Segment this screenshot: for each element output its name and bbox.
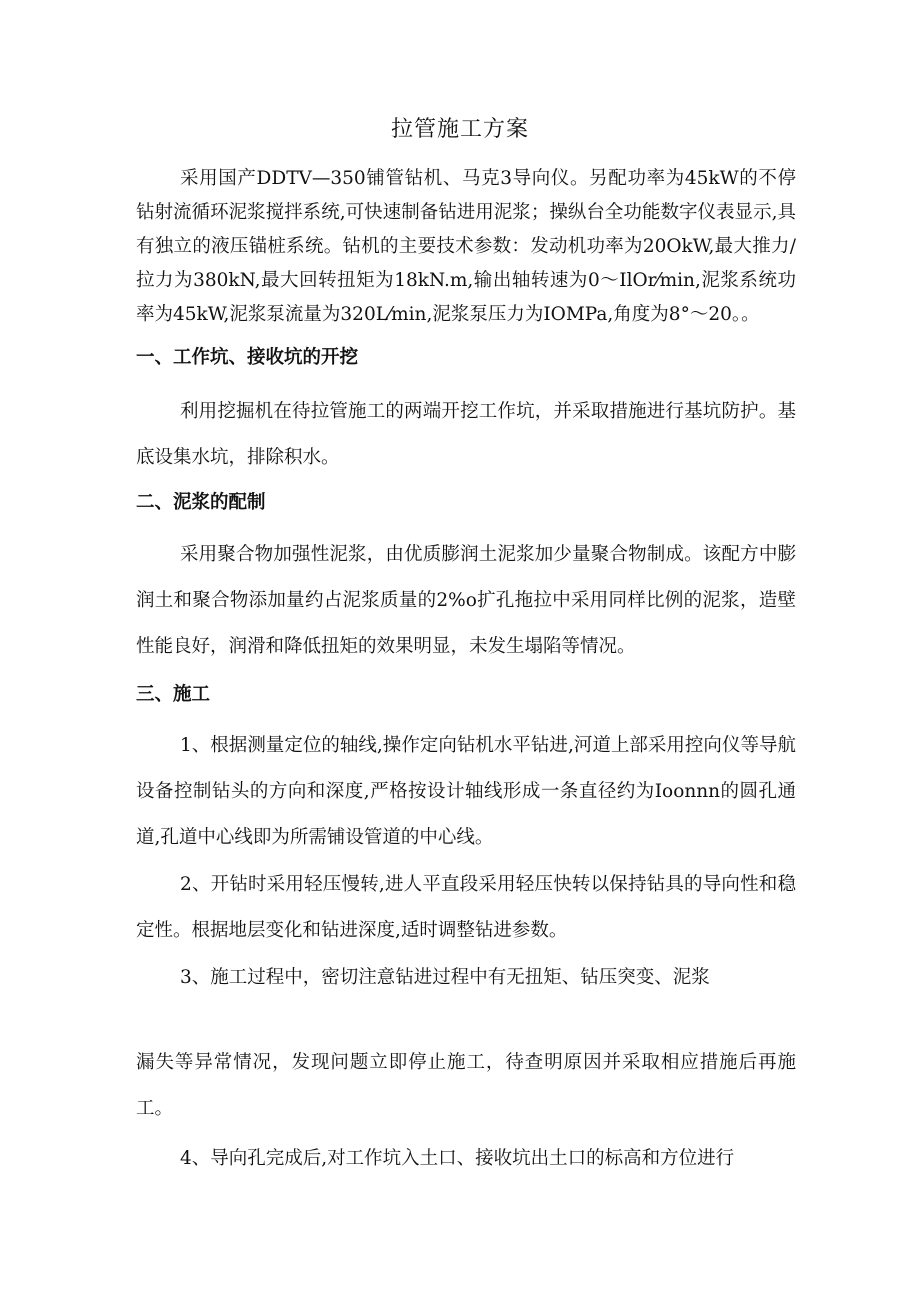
section-heading-3: 三、施工 [136,684,211,705]
section-3-item-3-continued: 漏失等异常情况，发现问题立即停止施工，待查明原因并采取相应措施后再施工。 [136,1052,796,1119]
section-3-item-1: 1、根据测量定位的轴线,操作定向钻机水平钻进,河道上部采用控向仪等导航设备控制钻头的方向和深度,严格按设计轴线形成一条直径约为Ioonnn的圆孔通道,孔道中心线即为所需铺设管道的中心线。 [136,735,796,848]
section-heading-1: 一、工作坑、接收坑的开挖 [136,347,359,368]
intro-paragraph: 采用国产DDTV—350铺管钻机、马克3导向仪。另配功率为45kW的不停钻射流循环泥浆搅拌系统,可快速制备钻进用泥浆；操纵台全功能数字仪表显示,具有独立的液压锚桩系统。钻机的主要技术参数：发动机功率为20OkW,最大推力/拉力为380kN,最大回转扭矩为18kN.m,输出轴转速为0～IlOr⁄min,泥浆系统功率为45kW,泥浆泵流量为320L⁄min,泥浆泵压力为IOMPa,角度为8°～20。。 [136,168,796,325]
section-3-item-2: 2、开钻时采用轻压慢转,进人平直段采用轻压快转以保持钻具的导向性和稳定性。根据地层变化和钻进深度,适时调整钻进参数。 [136,874,796,941]
page-title: 拉管施工方案 [390,117,529,142]
section-1-paragraph: 利用挖掘机在待拉管施工的两端开挖工作坑，并采取措施进行基坑防护。基底设集水坑，排除积水。 [136,401,796,468]
section-3-item-3: 3、施工过程中，密切注意钻进过程中有无扭矩、钻压突变、泥浆 [180,967,710,988]
section-3-item-4: 4、导向孔完成后,对工作坑入土口、接收坑出土口的标高和方位进行 [180,1148,735,1169]
section-2-paragraph: 采用聚合物加强性泥浆，由优质膨润土泥浆加少量聚合物制成。该配方中膨润土和聚合物添加量约占泥浆质量的2%o扩孔拖拉中采用同样比例的泥浆，造壁性能良好，润滑和降低扭矩的效果明显，未发生塌陷等情况。 [136,544,796,657]
section-heading-2: 二、泥浆的配制 [136,492,266,513]
